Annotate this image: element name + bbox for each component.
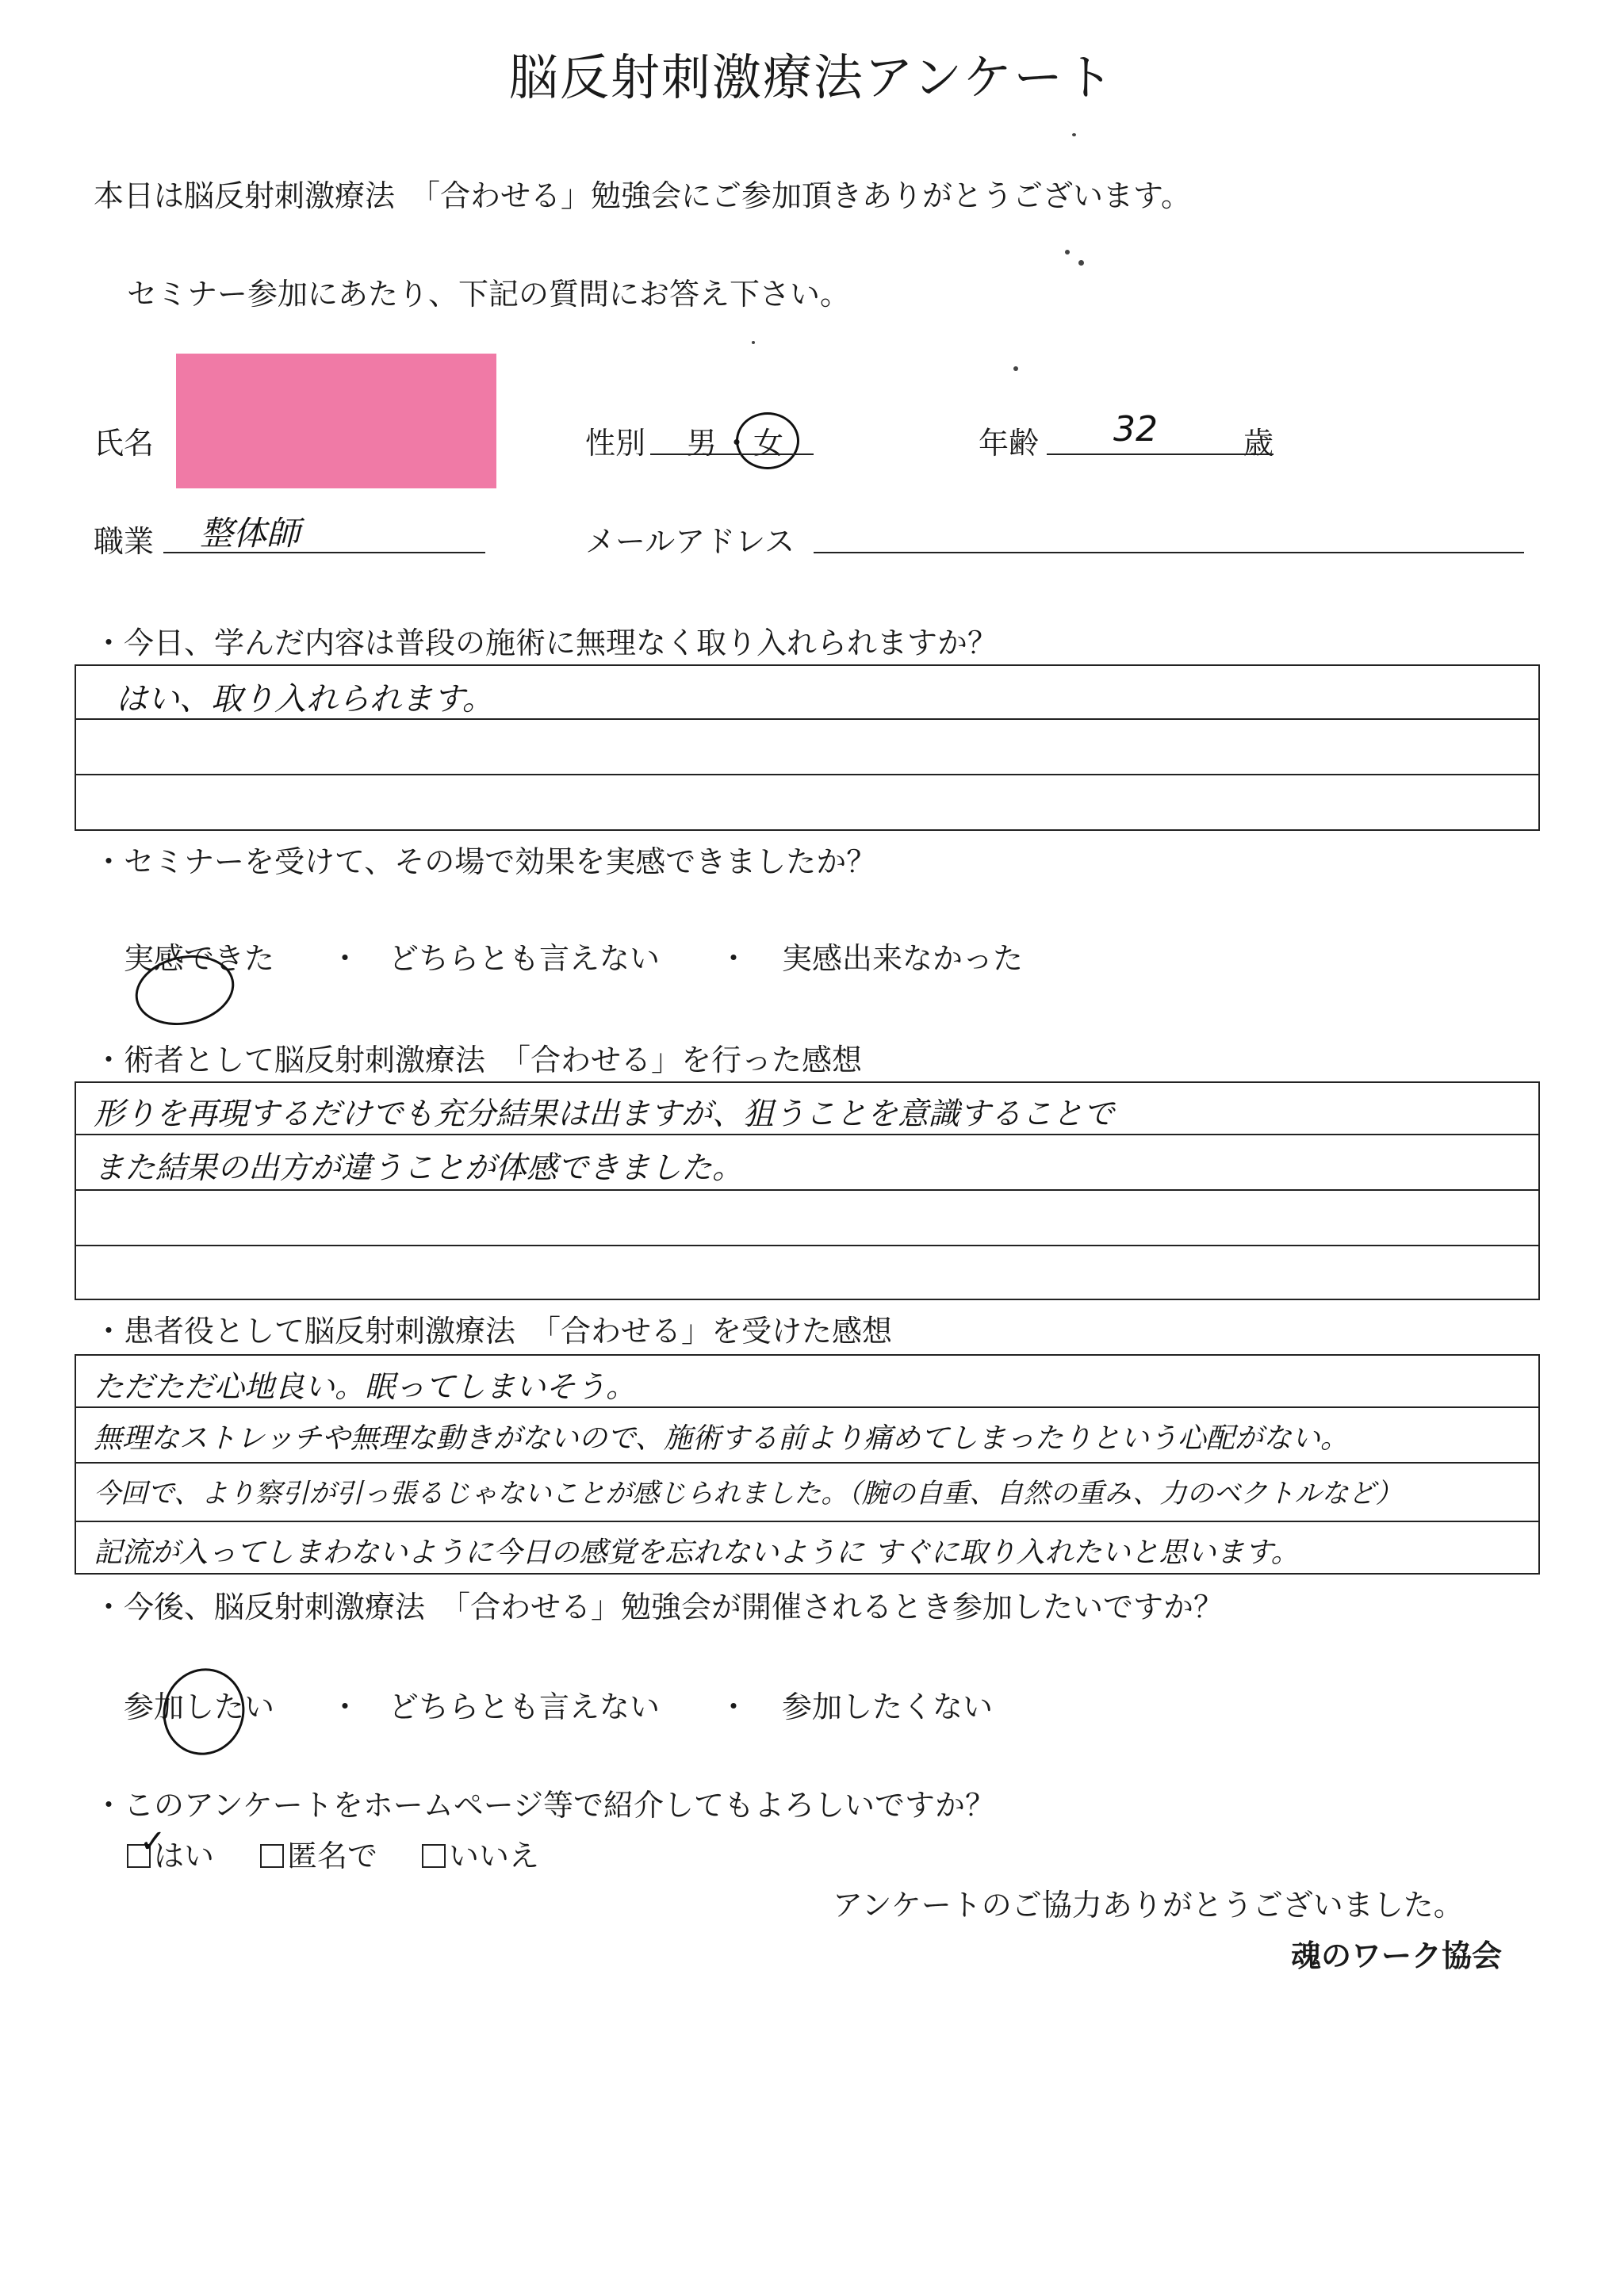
scan-speck (1072, 133, 1076, 136)
q6-option-anonymous[interactable] (260, 1831, 377, 1875)
scan-speck (1013, 366, 1018, 371)
q4-answer-box (75, 1354, 1540, 1575)
q6-anonymous-checkbox[interactable] (260, 1844, 284, 1868)
q5-option-1: 参加したい (124, 1689, 275, 1724)
intro-line-1: 本日は脳反射刺激療法 「合わせる」勉強会にご参加頂きありがとうございます。 (94, 178, 1191, 213)
q3-answer-line-2: また結果の出方が違うことが体感できました。 (94, 1150, 744, 1186)
gender-label: 性別 (585, 426, 646, 461)
gender-male: 男 (687, 426, 718, 461)
age-underline (1047, 453, 1274, 455)
job-value: 整体師 (200, 514, 301, 553)
q4-row-line (76, 1406, 1538, 1408)
q6-yes-label: はい (154, 1839, 215, 1873)
email-label: メールアドレス (585, 524, 795, 559)
q1-answer-line-1: はい、取り入れられます。 (116, 681, 494, 718)
q1-question: ・今日、学んだ内容は普段の施術に無理なく取り入れられますか？ (94, 626, 998, 660)
q3-row-line (76, 1134, 1538, 1135)
q6-anonymous-label: 匿名で (287, 1839, 378, 1873)
q4-answer-line-4: 記流が入ってしまわないように今日の感覚を忘れないように すぐに取り入れたいと思います。 (94, 1536, 1300, 1569)
q4-answer-line-3: 今回で、より察引が引っ張るじゃないことが感じられました。（腕の自重、自然の重み、力のベクトルなど） (94, 1478, 1403, 1510)
q6-question: ・このアンケートをホームページ等で紹介してもよろしいですか？ (94, 1788, 995, 1823)
name-label: 氏名 (94, 426, 155, 461)
q5-option-3: 参加したくない (782, 1689, 994, 1724)
q4-answer-line-1: ただただ心地良い。眠ってしまいそう。 (94, 1369, 637, 1404)
q1-row-line (76, 774, 1538, 775)
organization-name: 魂のワーク協会 (1291, 1938, 1503, 1973)
q2-option-2: どちらとも言えない (389, 941, 661, 976)
q4-answer-line-2: 無理なストレッチや無理な動きがないので、施術する前より痛めてしまったりという心配がない。 (94, 1422, 1349, 1455)
age-label: 年齢 (979, 426, 1040, 461)
name-redaction (176, 354, 496, 488)
q5-option-1-circle (152, 1658, 256, 1766)
q3-row-line (76, 1245, 1538, 1246)
q6-no-label: いいえ (449, 1839, 540, 1873)
q1-answer-box (75, 664, 1540, 831)
q4-question: ・患者役として脳反射刺激療法 「合わせる」を受けた感想 (94, 1314, 893, 1349)
closing-thanks: アンケートのご協力ありがとうございました。 (833, 1888, 1464, 1923)
job-underline (163, 552, 485, 553)
job-label: 職業 (94, 524, 155, 559)
q5-option-2: どちらとも言えない (389, 1689, 661, 1724)
gender-separator: ・ (722, 426, 753, 461)
gender-female-circle (736, 412, 799, 469)
email-underline (814, 552, 1524, 553)
scan-speck (752, 341, 755, 344)
q5-separator: ・ (718, 1689, 749, 1724)
q6-option-no[interactable] (422, 1831, 539, 1875)
q3-answer-line-1: 形りを再現するだけでも充分結果は出ますが、狙うことを意識することで (94, 1096, 1115, 1132)
q3-question: ・術者として脳反射刺激療法 「合わせる」を行った感想 (94, 1043, 863, 1077)
q5-separator: ・ (330, 1689, 361, 1724)
q2-question: ・セミナーを受けて、その場で効果を実感できましたか？ (94, 844, 877, 879)
q6-yes-checkmark: ✓ (140, 1823, 167, 1860)
intro-line-2: セミナー参加にあたり、下記の質問にお答え下さい。 (127, 277, 851, 312)
scan-speck (1078, 260, 1084, 266)
age-value: 32 (1113, 409, 1158, 450)
gender-female: 女 (753, 426, 784, 461)
page-title: 脳反射刺激療法アンケート (508, 48, 1116, 106)
q4-row-line (76, 1521, 1538, 1522)
q2-option-1: 実感できた (124, 941, 275, 976)
q2-separator: ・ (718, 941, 749, 976)
q3-row-line (76, 1189, 1538, 1191)
q4-row-line (76, 1462, 1538, 1464)
q2-option-3: 実感出来なかった (782, 941, 1024, 976)
scan-speck (1065, 250, 1070, 254)
q5-question: ・今後、脳反射刺激療法 「合わせる」勉強会が開催されるとき参加したいですか？ (94, 1590, 1224, 1624)
age-unit: 歳 (1243, 426, 1274, 461)
q3-answer-box (75, 1081, 1540, 1300)
q6-no-checkbox[interactable] (422, 1844, 446, 1868)
q2-separator: ・ (330, 941, 361, 976)
gender-underline (650, 453, 814, 455)
